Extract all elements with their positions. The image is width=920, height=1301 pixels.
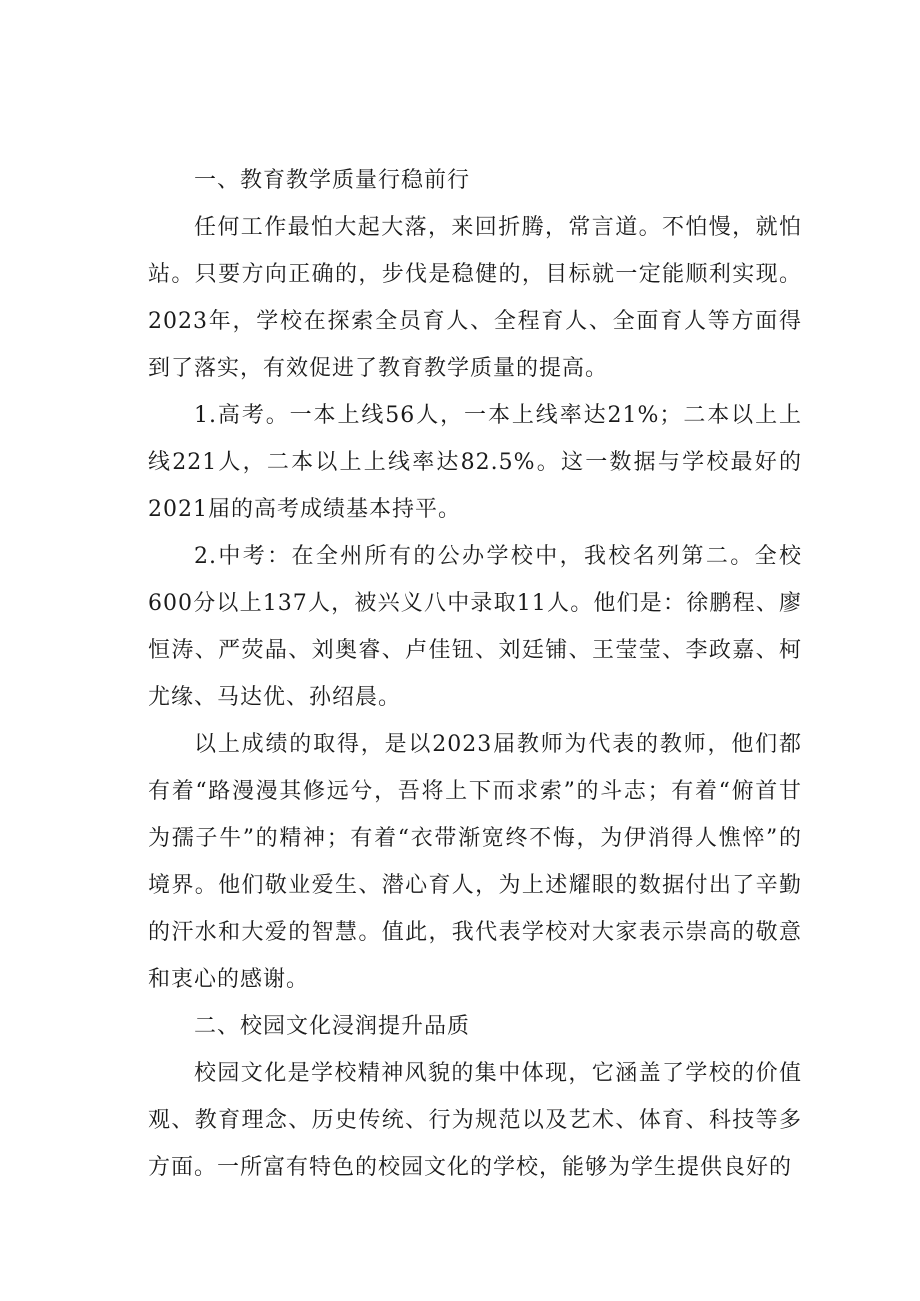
section-heading-1: 一、教育教学质量行稳前行 bbox=[194, 168, 471, 193]
paragraph-stability: 任何工作最怕大起大落，来回折腾，常言道。不怕慢，就怕站。只要方向正确的，步伐是稳健的，目标就一定能顺利实现。2023年，学校在探索全员育人、全程育人、全面育人等方面得到了落实，有效促进了教育教学质量的提高。 bbox=[148, 215, 802, 381]
section-heading-2: 二、校园文化浸润提升品质 bbox=[194, 1014, 471, 1039]
document-page bbox=[148, 157, 802, 1191]
paragraph-gaokao: 1.高考。一本上线56人，一本上线率达21%；二本以上上线221人，二本以上上线率达82.5%。这一数据与学校最好的2021届的高考成绩基本持平。 bbox=[148, 403, 802, 522]
paragraph-zhongkao: 2.中考：在全州所有的公办学校中，我校名列第二。全校600分以上137人，被兴义八中录取11人。他们是：徐鹏程、廖恒涛、严荧晶、刘奥睿、卢佳钮、刘廷铺、王莹莹、李政嘉、柯尤缘、马达优、孙绍晨。 bbox=[148, 544, 802, 710]
paragraph-teachers: 以上成绩的取得，是以2023届教师为代表的教师，他们都有着“路漫漫其修远兮，吾将上下而求索”的斗志；有着“俯首甘为孺子牛”的精神；有着“衣带渐宽终不悔，为伊消得人憔悴”的境界。他们敬业爱生、潜心育人，为上述耀眼的数据付出了辛勤的汗水和大爱的智慧。值此，我代表学校对大家表示崇高的敬意和衷心的感谢。 bbox=[148, 732, 802, 992]
paragraph-campus-culture: 校园文化是学校精神风貌的集中体现，它涵盖了学校的价值观、教育理念、历史传统、行为规范以及艺术、体育、科技等多方面。一所富有特色的校园文化的学校，能够为学生提供良好的 bbox=[148, 1061, 802, 1180]
